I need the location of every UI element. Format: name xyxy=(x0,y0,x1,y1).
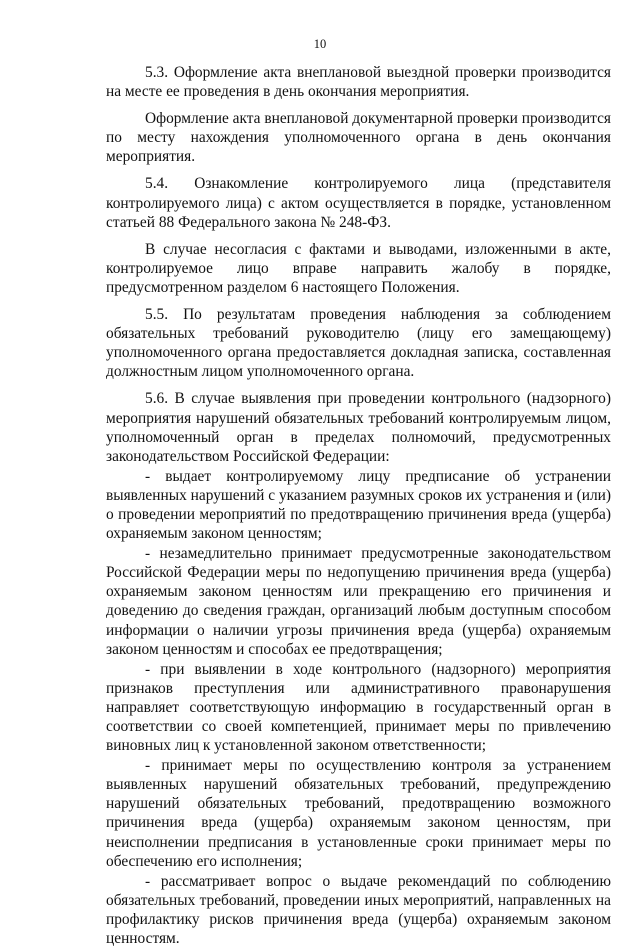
list-item: - рассматривает вопрос о выдаче рекомендаций по соблюдению обязательных требований, проведении иных мероприятий, направленных на профилактику рисков причинения вреда (ущерба) охраняемым законом ценностям. xyxy=(106,872,611,948)
paragraph-5-3-documentary: Оформление акта внеплановой документарной проверки производится по месту нахождения уполномоченного органа в день окончания мероприятия. xyxy=(106,110,611,166)
paragraph-5-6: 5.6. В случае выявления при проведении контрольного (надзорного) мероприятия нарушений обязательных требований контролируемым лицом, уполномоченный орган в пределах полномочий, предусмотренных законодательством Российской Федерации: xyxy=(106,390,611,465)
list-item: - выдает контролируемому лицу предписание об устранении выявленных нарушений с указанием разумных сроков их устранения и (или) о проведении мероприятий по предотвращению причинения вреда (ущерба) охраняемым законом ценностям; xyxy=(106,467,611,543)
paragraph-5-4-complaint: В случае несогласия с фактами и выводами, изложенными в акте, контролируемое лицо вправе направить жалобу в порядке, предусмотренном разделом 6 настоящего Положения. xyxy=(106,240,611,296)
list-item: - принимает меры по осуществлению контроля за устранением выявленных нарушений обязательных требований, предупреждению нарушений обязательных требований, предотвращению возможного причинения вреда (ущерба) охраняемым законом ценностям, при неисполнении предписания в установленные сроки принимает меры по обеспечению его исполнения; xyxy=(106,757,611,870)
document-body xyxy=(106,63,611,949)
paragraph-5-3: 5.3. Оформление акта внеплановой выездной проверки производится на месте ее проведения в день окончания мероприятия. xyxy=(106,64,611,101)
paragraph-5-5: 5.5. По результатам проведения наблюдения за соблюдением обязательных требований руководителю (лицу его замещающему) уполномоченного органа предоставляется докладная записка, составленная должностным лицом уполномоченного органа. xyxy=(106,306,611,381)
paragraph-5-4: 5.4. Ознакомление контролируемого лица (представителя контролируемого лица) с актом осуществляется в порядке, установленном статьей 88 Федерального закона № 248-ФЗ. xyxy=(106,175,611,231)
list-item: - при выявлении в ходе контрольного (надзорного) мероприятия признаков преступления или административного правонарушения направляет соответствующую информацию в государственный орган в соответствии со своей компетенцией, принимает меры по привлечению виновных лиц к установленной законом ответственности; xyxy=(106,660,611,755)
page-number: 10 xyxy=(313,37,327,51)
list-item: - незамедлительно принимает предусмотренные законодательством Российской Федерации меры по недопущению причинения вреда (ущерба) охраняемым законом ценностям или прекращению его причинения и доведению до сведения граждан, организаций любым доступным способом информации о наличии угрозы причинения вреда (ущерба) охраняемым законом ценностям и способах ее предотвращения; xyxy=(106,545,611,658)
